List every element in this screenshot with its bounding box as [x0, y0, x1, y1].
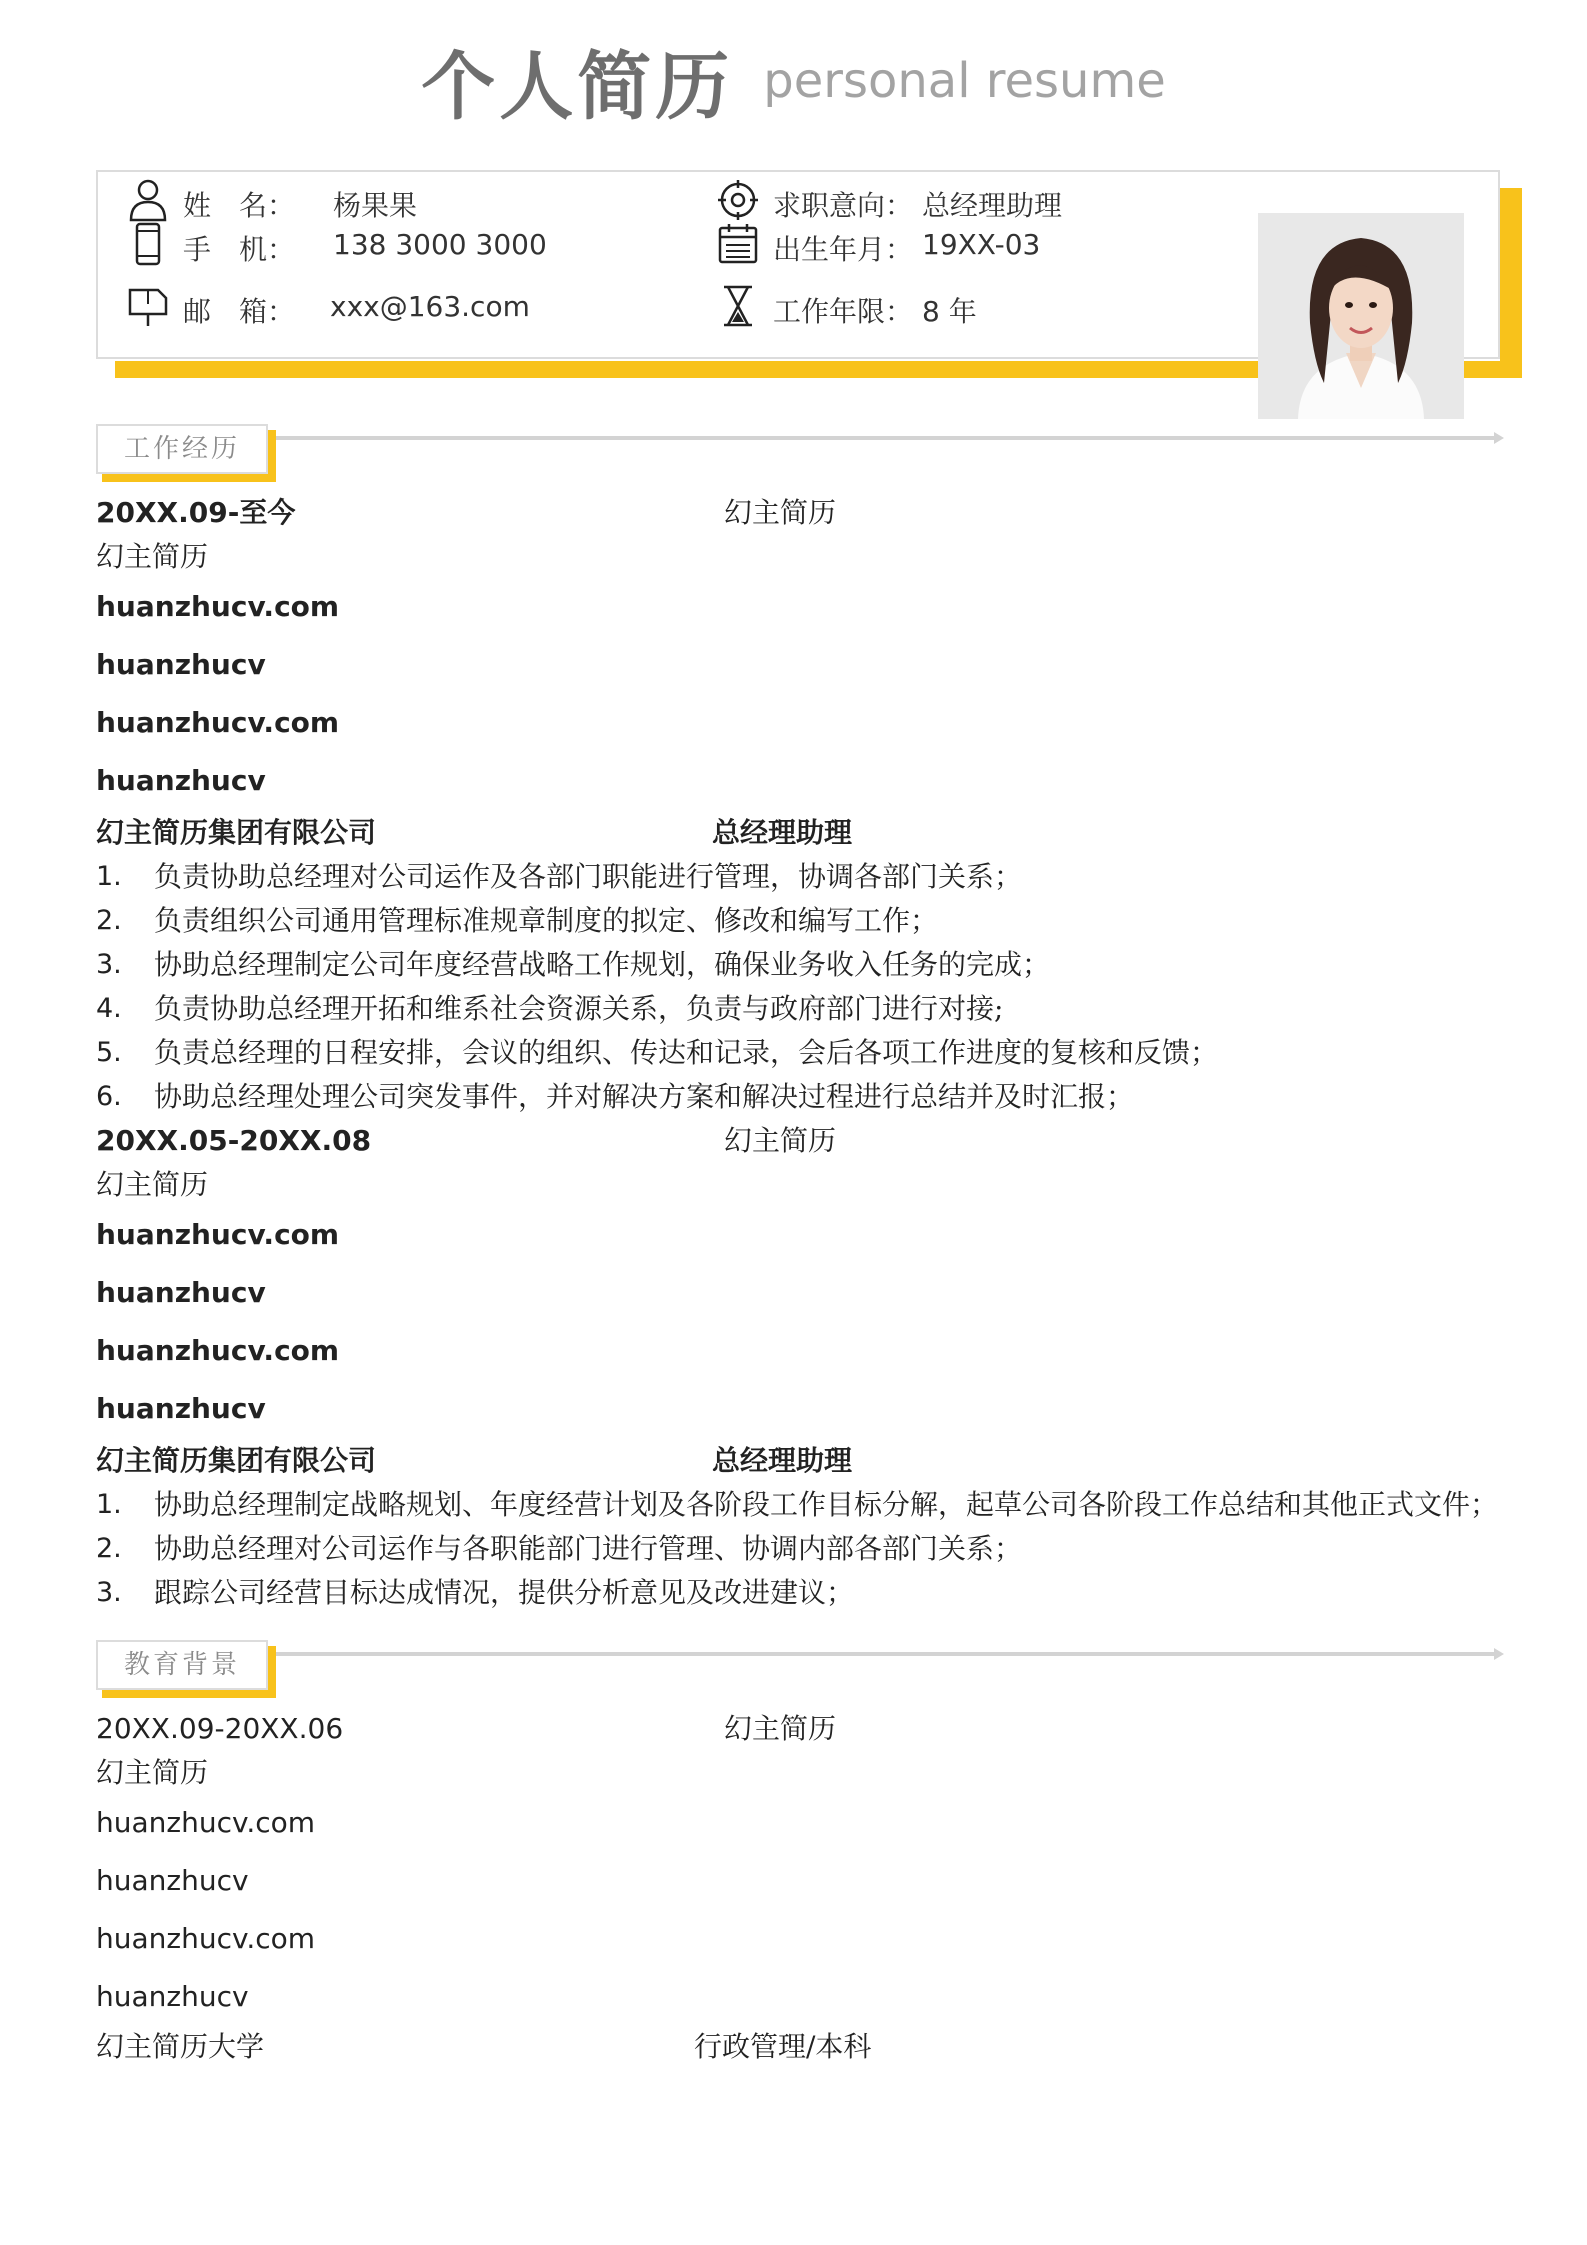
duty-text: 负责总经理的日程安排，会议的组织、传达和记录，会后各项工作进度的复核和反馈；: [154, 1036, 1219, 1069]
work-line: huanzhucv: [96, 648, 266, 681]
work-line: 幻主简历: [96, 540, 209, 573]
email-value: xxx@163.com: [330, 290, 530, 323]
work-line: huanzhucv.com: [96, 706, 340, 739]
duty-text: 协助总经理制定公司年度经营战略工作规划，确保业务收入任务的完成；: [154, 948, 1051, 981]
phone-value: 138 3000 3000: [333, 228, 547, 261]
phone-label: 手 机：: [183, 233, 296, 266]
person-icon: [128, 178, 168, 222]
target-icon: [718, 178, 758, 222]
duty-number: 3.: [96, 1577, 122, 1608]
duty-text: 跟踪公司经营目标达成情况，提供分析意见及改进建议；: [154, 1576, 855, 1609]
duty-number: 6.: [96, 1081, 122, 1112]
edu-major: 行政管理/本科: [694, 2030, 872, 2063]
hourglass-icon: [718, 284, 758, 328]
email-label: 邮 箱：: [183, 295, 296, 328]
duty-number: 1.: [96, 1489, 122, 1520]
work-position: 总经理助理: [712, 816, 853, 849]
phone-icon: [128, 222, 168, 266]
work-company: 幻主简历集团有限公司: [96, 816, 377, 849]
work-heading-arrow: [1494, 432, 1504, 444]
duty-text: 协助总经理处理公司突发事件，并对解决方案和解决过程进行总结并及时汇报；: [154, 1080, 1135, 1113]
duty-number: 3.: [96, 949, 122, 980]
work-right-text: 幻主简历: [724, 1124, 837, 1157]
work-heading: 工作经历: [96, 424, 268, 474]
accent-bar-right: [1500, 188, 1522, 378]
work-right-text: 幻主简历: [724, 496, 837, 529]
work-heading-rule: [276, 436, 1496, 440]
edu-heading-arrow: [1494, 1648, 1504, 1660]
duty-number: 4.: [96, 993, 122, 1024]
mailbox-icon: [128, 284, 168, 328]
profile-photo: [1258, 213, 1464, 419]
title-en: personal resume: [763, 53, 1166, 109]
work-period: 20XX.09-至今: [96, 496, 296, 529]
duty-text: 负责协助总经理开拓和维系社会资源关系，负责与政府部门进行对接;: [154, 992, 1004, 1025]
intent-value: 总经理助理: [922, 189, 1063, 222]
edu-line: huanzhucv: [96, 1980, 249, 2013]
name-label: 姓 名：: [183, 189, 296, 222]
work-line: huanzhucv.com: [96, 590, 340, 623]
work-line: 幻主简历: [96, 1168, 209, 1201]
birth-value: 19XX-03: [922, 228, 1041, 261]
duty-text: 负责协助总经理对公司运作及各部门职能进行管理，协调各部门关系；: [154, 860, 1023, 893]
edu-line: 幻主简历: [96, 1756, 209, 1789]
work-line: huanzhucv: [96, 1276, 266, 1309]
edu-period: 20XX.09-20XX.06: [96, 1712, 344, 1745]
calendar-icon: [718, 222, 758, 266]
duty-text: 协助总经理对公司运作与各职能部门进行管理、协调内部各部门关系；: [154, 1532, 1023, 1565]
edu-heading: 教育背景: [96, 1640, 268, 1690]
work-company: 幻主简历集团有限公司: [96, 1444, 377, 1477]
work-line: huanzhucv.com: [96, 1218, 340, 1251]
edu-heading-rule: [276, 1652, 1496, 1656]
duty-number: 2.: [96, 905, 122, 936]
duty-text: 协助总经理制定战略规划、年度经营计划及各阶段工作目标分解，起草公司各阶段工作总结和其他正式文件；: [154, 1488, 1499, 1521]
title-cn: 个人简历: [421, 44, 734, 130]
edu-line: huanzhucv: [96, 1864, 249, 1897]
years-label: 工作年限：: [773, 295, 914, 328]
duty-number: 5.: [96, 1037, 122, 1068]
work-period: 20XX.05-20XX.08: [96, 1124, 372, 1157]
edu-right-text: 幻主简历: [724, 1712, 837, 1745]
edu-line: huanzhucv.com: [96, 1806, 316, 1839]
birth-label: 出生年月：: [773, 233, 914, 266]
intent-label: 求职意向：: [773, 189, 914, 222]
years-value: 8 年: [922, 295, 977, 328]
work-line: huanzhucv: [96, 1392, 266, 1425]
work-line: huanzhucv.com: [96, 1334, 340, 1367]
duty-number: 2.: [96, 1533, 122, 1564]
name-value: 杨果果: [333, 189, 418, 222]
duty-number: 1.: [96, 861, 122, 892]
edu-school: 幻主简历大学: [96, 2030, 265, 2063]
duty-text: 负责组织公司通用管理标准规章制度的拟定、修改和编写工作；: [154, 904, 939, 937]
work-position: 总经理助理: [712, 1444, 853, 1477]
page-title: [0, 28, 1587, 134]
work-line: huanzhucv: [96, 764, 266, 797]
edu-line: huanzhucv.com: [96, 1922, 316, 1955]
